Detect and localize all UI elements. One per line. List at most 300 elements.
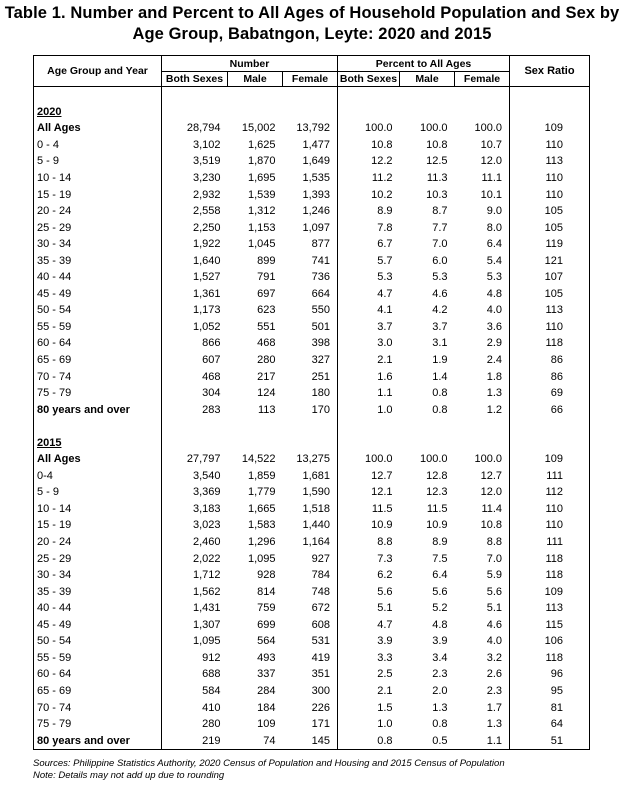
male-cell: 1,312	[247, 205, 276, 218]
age-group-cell: 0 - 4	[34, 137, 162, 154]
pct-male-cell: 0.8	[432, 718, 448, 731]
both-sexes-cell: 607	[162, 352, 228, 369]
pct-male-cell: 4.2	[432, 304, 448, 317]
pct-female-cell: 100.0	[474, 122, 503, 135]
pct-male-cell: 8.7	[432, 205, 448, 218]
age-group-cell: 50 - 54	[34, 302, 162, 319]
male-cell: 1,870	[247, 155, 276, 168]
female-cell: 1,440	[302, 519, 330, 532]
pct-male-cell: 12.3	[426, 486, 448, 499]
pct-female-cell: 2.4	[486, 354, 503, 367]
table-row	[34, 385, 590, 402]
sex-ratio-cell: 118	[510, 567, 590, 584]
female-cell: 784	[311, 569, 330, 582]
pct-female-cell: 7.0	[486, 552, 503, 565]
pct-female-cell: 1.2	[486, 403, 503, 416]
table-title: Table 1. Number and Percent to All Ages of Household Population and Sex by Age Group, Babatngon, Leyte: 2020 and 2015	[4, 4, 620, 43]
pct-female-cell: 5.1	[486, 602, 503, 615]
male-cell: 1,695	[247, 172, 276, 184]
table-row	[34, 699, 590, 716]
pct-male-cell: 12.8	[426, 469, 448, 482]
table-row	[34, 716, 590, 733]
female-cell: 501	[311, 320, 330, 333]
age-group-cell: 10 - 14	[34, 170, 162, 187]
pct-male-cell: 1.9	[432, 354, 448, 367]
pct-both-sexes-cell: 7.3	[338, 550, 400, 567]
pct-male-cell: 3.7	[432, 320, 448, 333]
table-notes	[33, 758, 505, 782]
spacer-row	[34, 87, 590, 104]
age-group-cell: 75 - 79	[34, 716, 162, 733]
pct-both-sexes-cell: 8.9	[338, 203, 400, 220]
male-cell: 468	[257, 337, 276, 350]
sex-ratio-cell: 110	[510, 501, 590, 518]
female-cell: 1,649	[302, 155, 330, 168]
both-sexes-cell: 912	[162, 650, 228, 667]
age-group-cell: 55 - 59	[34, 650, 162, 667]
female-cell: 145	[283, 732, 338, 749]
year-label: 2015	[34, 434, 162, 451]
both-sexes-cell: 2,558	[162, 203, 228, 220]
both-sexes-cell: 1,361	[162, 286, 228, 303]
both-sexes-cell: 410	[162, 699, 228, 716]
male-cell: 217	[257, 370, 276, 383]
both-sexes-cell: 2,460	[162, 534, 228, 551]
table-row	[34, 550, 590, 567]
table-row	[34, 567, 590, 584]
age-group-cell: 45 - 49	[34, 617, 162, 634]
year-row	[34, 434, 590, 451]
age-group-cell: 60 - 64	[34, 335, 162, 352]
female-cell: 672	[311, 602, 330, 615]
male-cell: 124	[257, 387, 276, 400]
table-row	[34, 286, 590, 303]
female-cell: 1,097	[302, 221, 330, 234]
pct-female-cell: 12.0	[480, 486, 503, 499]
age-group-cell: 15 - 19	[34, 517, 162, 534]
age-group-header: Age Group and Year	[34, 56, 162, 87]
both-sexes-cell: 283	[162, 401, 228, 418]
table-row	[34, 352, 590, 369]
both-sexes-cell: 219	[162, 732, 228, 749]
pct-both-sexes-cell: 12.2	[338, 153, 400, 170]
sex-ratio-cell: 110	[510, 186, 590, 203]
age-group-cell: 45 - 49	[34, 286, 162, 303]
table-header	[34, 56, 590, 87]
age-group-cell: 30 - 34	[34, 236, 162, 253]
pct-both-sexes-cell: 4.7	[338, 617, 400, 634]
both-sexes-cell: 1,173	[162, 302, 228, 319]
percent-both-sexes-header: Both Sexes	[338, 72, 400, 87]
pct-male-cell: 11.5	[426, 502, 448, 515]
pct-both-sexes-cell: 3.3	[338, 650, 400, 667]
source-note: Sources: Philippine Statistics Authority, 2020 Census of Population and Housing and 2015 Census of Population	[33, 758, 505, 769]
pct-female-cell: 2.6	[486, 668, 503, 681]
male-cell: 337	[257, 668, 276, 681]
pct-male-cell: 12.5	[426, 155, 448, 168]
number-male-header: Male	[228, 72, 283, 87]
male-cell: 15,002	[241, 122, 276, 135]
both-sexes-cell: 2,932	[162, 186, 228, 203]
both-sexes-cell: 3,369	[162, 484, 228, 501]
sex-ratio-cell: 113	[510, 153, 590, 170]
pct-both-sexes-cell: 10.2	[338, 186, 400, 203]
male-cell: 814	[257, 585, 276, 598]
pct-female-cell: 1.7	[486, 701, 503, 714]
pct-both-sexes-cell: 100.0	[338, 451, 400, 468]
male-cell: 551	[257, 320, 276, 333]
spacer-row	[34, 418, 590, 435]
both-sexes-cell: 1,712	[162, 567, 228, 584]
pct-male-cell: 11.3	[426, 172, 448, 184]
both-sexes-cell: 3,230	[162, 170, 228, 187]
female-cell: 251	[311, 370, 330, 383]
female-cell: 1,393	[302, 188, 330, 201]
pct-female-cell: 8.0	[486, 221, 503, 234]
table-row	[34, 368, 590, 385]
male-cell: 697	[257, 287, 276, 300]
pct-male-cell: 7.0	[432, 238, 448, 251]
female-cell: 1,246	[302, 205, 330, 218]
pct-both-sexes-cell: 5.7	[338, 252, 400, 269]
both-sexes-cell: 3,023	[162, 517, 228, 534]
sex-ratio-cell: 106	[510, 633, 590, 650]
male-cell: 109	[257, 718, 276, 731]
population-table	[33, 55, 590, 750]
pct-male-cell: 3.1	[432, 337, 448, 350]
pct-male-cell: 8.9	[432, 536, 448, 549]
both-sexes-cell: 28,794	[162, 120, 228, 137]
both-sexes-cell: 1,640	[162, 252, 228, 269]
male-cell: 623	[257, 304, 276, 317]
pct-both-sexes-cell: 1.0	[338, 401, 400, 418]
pct-male-cell: 3.4	[432, 651, 448, 664]
pct-male-cell: 7.5	[432, 552, 448, 565]
table-row	[34, 401, 590, 418]
pct-female-cell: 1.3	[486, 718, 503, 731]
female-cell: 300	[311, 684, 330, 697]
pct-female-cell: 11.4	[481, 502, 503, 515]
pct-male-cell: 5.6	[432, 585, 448, 598]
pct-both-sexes-cell: 2.1	[338, 352, 400, 369]
pct-both-sexes-cell: 3.0	[338, 335, 400, 352]
table-row	[34, 666, 590, 683]
female-cell: 398	[311, 337, 330, 350]
table-row	[34, 252, 590, 269]
sex-ratio-cell: 109	[510, 120, 590, 137]
sex-ratio-cell: 96	[510, 666, 590, 683]
both-sexes-cell: 1,431	[162, 600, 228, 617]
table-row	[34, 484, 590, 501]
female-cell: 1,535	[302, 172, 330, 184]
pct-female-cell: 9.0	[486, 205, 503, 218]
pct-both-sexes-cell: 12.7	[338, 468, 400, 485]
pct-both-sexes-cell: 1.5	[338, 699, 400, 716]
sex-ratio-cell: 105	[510, 286, 590, 303]
male-cell: 699	[257, 618, 276, 631]
male-cell: 1,625	[247, 138, 276, 151]
male-cell: 791	[257, 271, 276, 284]
table-row	[34, 732, 590, 749]
pct-female-cell: 4.8	[486, 287, 503, 300]
table-row	[34, 219, 590, 236]
male-cell: 899	[257, 254, 276, 267]
pct-both-sexes-cell: 4.7	[338, 286, 400, 303]
age-group-cell: 5 - 9	[34, 484, 162, 501]
pct-male-cell: 5.2	[432, 602, 448, 615]
pct-both-sexes-cell: 3.7	[338, 319, 400, 336]
pct-female-cell: 4.6	[486, 618, 503, 631]
pct-male-cell: 5.3	[432, 271, 448, 284]
male-cell: 74	[228, 732, 283, 749]
female-cell: 1,681	[302, 469, 330, 482]
pct-female-cell: 100.0	[474, 453, 503, 466]
sex-ratio-cell: 119	[510, 236, 590, 253]
female-cell: 1,590	[302, 486, 330, 499]
female-cell: 877	[311, 238, 330, 251]
sex-ratio-cell: 110	[510, 319, 590, 336]
table-row	[34, 170, 590, 187]
age-group-cell: 10 - 14	[34, 501, 162, 518]
table-row	[34, 451, 590, 468]
pct-female-cell: 10.1	[480, 188, 503, 201]
male-cell: 493	[257, 651, 276, 664]
pct-male-cell: 3.9	[432, 635, 448, 648]
pct-both-sexes-cell: 4.1	[338, 302, 400, 319]
number-female-header: Female	[283, 72, 338, 87]
pct-female-cell: 11.1	[481, 172, 503, 184]
male-cell: 928	[257, 569, 276, 582]
sex-ratio-cell: 107	[510, 269, 590, 286]
pct-female-cell: 10.8	[480, 519, 503, 532]
table-row	[34, 137, 590, 154]
sex-ratio-cell: 121	[510, 252, 590, 269]
pct-female-cell: 1.8	[486, 370, 503, 383]
pct-female-cell: 1.1	[455, 732, 510, 749]
both-sexes-cell: 1,527	[162, 269, 228, 286]
female-cell: 180	[311, 387, 330, 400]
percent-male-header: Male	[400, 72, 455, 87]
sex-ratio-cell: 110	[510, 137, 590, 154]
table-row	[34, 302, 590, 319]
sex-ratio-cell: 118	[510, 550, 590, 567]
pct-both-sexes-cell: 10.8	[338, 137, 400, 154]
age-group-cell: 65 - 69	[34, 352, 162, 369]
pct-male-cell: 2.3	[432, 668, 448, 681]
both-sexes-cell: 27,797	[162, 451, 228, 468]
pct-female-cell: 5.4	[486, 254, 503, 267]
sex-ratio-cell: 113	[510, 600, 590, 617]
pct-female-cell: 4.0	[486, 635, 503, 648]
both-sexes-cell: 866	[162, 335, 228, 352]
table-row	[34, 583, 590, 600]
pct-male-cell: 6.0	[432, 254, 448, 267]
age-group-cell: 20 - 24	[34, 534, 162, 551]
age-group-cell: 70 - 74	[34, 699, 162, 716]
female-cell: 226	[311, 701, 330, 714]
pct-male-cell: 0.8	[432, 387, 448, 400]
sex-ratio-cell: 81	[510, 699, 590, 716]
both-sexes-cell: 3,540	[162, 468, 228, 485]
sex-ratio-cell: 86	[510, 352, 590, 369]
pct-female-cell: 10.7	[480, 138, 503, 151]
age-group-cell: 25 - 29	[34, 550, 162, 567]
pct-both-sexes-cell: 11.2	[338, 170, 400, 187]
pct-male-cell: 100.0	[419, 453, 448, 466]
male-cell: 759	[257, 602, 276, 615]
percent-header: Percent to All Ages	[338, 56, 510, 72]
female-cell: 741	[311, 254, 330, 267]
age-group-cell: 30 - 34	[34, 567, 162, 584]
age-group-cell: 40 - 44	[34, 600, 162, 617]
sex-ratio-cell: 95	[510, 683, 590, 700]
pct-female-cell: 2.9	[486, 337, 503, 350]
sex-ratio-cell: 112	[510, 484, 590, 501]
female-cell: 351	[311, 668, 330, 681]
age-group-cell: All Ages	[34, 451, 162, 468]
table-row	[34, 501, 590, 518]
sex-ratio-cell: 109	[510, 451, 590, 468]
both-sexes-cell: 3,519	[162, 153, 228, 170]
male-cell: 280	[257, 354, 276, 367]
female-cell: 419	[311, 651, 330, 664]
age-group-cell: 60 - 64	[34, 666, 162, 683]
pct-female-cell: 3.2	[486, 651, 503, 664]
pct-both-sexes-cell: 1.0	[338, 716, 400, 733]
age-group-cell: 80 years and over	[34, 732, 162, 749]
pct-both-sexes-cell: 7.8	[338, 219, 400, 236]
male-cell: 1,045	[247, 238, 276, 251]
number-header: Number	[162, 56, 338, 72]
table-row	[34, 600, 590, 617]
table-row	[34, 468, 590, 485]
year-label: 2020	[34, 104, 162, 121]
female-cell: 1,518	[302, 502, 330, 515]
pct-male-cell: 10.9	[426, 519, 448, 532]
pct-both-sexes-cell: 5.6	[338, 583, 400, 600]
both-sexes-cell: 688	[162, 666, 228, 683]
pct-female-cell: 1.3	[486, 387, 503, 400]
female-cell: 531	[311, 635, 330, 648]
pct-both-sexes-cell: 11.5	[338, 501, 400, 518]
sex-ratio-header: Sex Ratio	[510, 56, 590, 87]
male-cell: 1,095	[247, 552, 276, 565]
rounding-note: Note: Details may not add up due to rounding	[33, 770, 225, 781]
sex-ratio-cell: 105	[510, 203, 590, 220]
pct-male-cell: 1.3	[432, 701, 448, 714]
pct-female-cell: 8.8	[486, 536, 503, 549]
both-sexes-cell: 584	[162, 683, 228, 700]
female-cell: 736	[311, 271, 330, 284]
age-group-cell: 50 - 54	[34, 633, 162, 650]
sex-ratio-cell: 118	[510, 335, 590, 352]
table-row	[34, 534, 590, 551]
female-cell: 550	[311, 304, 330, 317]
female-cell: 171	[311, 718, 330, 731]
pct-male-cell: 2.0	[432, 684, 448, 697]
age-group-cell: 65 - 69	[34, 683, 162, 700]
male-cell: 1,859	[247, 469, 276, 482]
pct-male-cell: 0.5	[400, 732, 455, 749]
table-row	[34, 650, 590, 667]
table-row	[34, 186, 590, 203]
pct-female-cell: 2.3	[486, 684, 503, 697]
both-sexes-cell: 304	[162, 385, 228, 402]
sex-ratio-cell: 66	[510, 401, 590, 418]
male-cell: 284	[257, 684, 276, 697]
pct-female-cell: 4.0	[486, 304, 503, 317]
sex-ratio-cell: 69	[510, 385, 590, 402]
age-group-cell: 70 - 74	[34, 368, 162, 385]
male-cell: 1,779	[247, 486, 276, 499]
percent-female-header: Female	[455, 72, 510, 87]
pct-both-sexes-cell: 1.6	[338, 368, 400, 385]
table-row	[34, 203, 590, 220]
pct-both-sexes-cell: 5.1	[338, 600, 400, 617]
both-sexes-cell: 3,102	[162, 137, 228, 154]
pct-both-sexes-cell: 10.9	[338, 517, 400, 534]
sex-ratio-cell: 115	[510, 617, 590, 634]
pct-both-sexes-cell: 1.1	[338, 385, 400, 402]
pct-female-cell: 12.0	[480, 155, 503, 168]
female-cell: 13,792	[296, 122, 330, 135]
sex-ratio-cell: 118	[510, 650, 590, 667]
age-group-cell: 0-4	[34, 468, 162, 485]
sex-ratio-cell: 109	[510, 583, 590, 600]
table-row	[34, 236, 590, 253]
pct-male-cell: 4.6	[432, 287, 448, 300]
male-cell: 564	[257, 635, 276, 648]
sex-ratio-cell: 111	[510, 468, 590, 485]
table-row	[34, 683, 590, 700]
female-cell: 1,477	[302, 138, 330, 151]
pct-both-sexes-cell: 100.0	[338, 120, 400, 137]
table-row	[34, 153, 590, 170]
pct-male-cell: 0.8	[432, 403, 448, 416]
pct-both-sexes-cell: 8.8	[338, 534, 400, 551]
pct-both-sexes-cell: 5.3	[338, 269, 400, 286]
pct-male-cell: 4.8	[432, 618, 448, 631]
table-row	[34, 120, 590, 137]
both-sexes-cell: 1,095	[162, 633, 228, 650]
sex-ratio-cell: 105	[510, 219, 590, 236]
age-group-cell: 75 - 79	[34, 385, 162, 402]
pct-both-sexes-cell: 12.1	[338, 484, 400, 501]
pct-female-cell: 6.4	[486, 238, 503, 251]
both-sexes-cell: 1,562	[162, 583, 228, 600]
age-group-cell: 20 - 24	[34, 203, 162, 220]
both-sexes-cell: 2,022	[162, 550, 228, 567]
sex-ratio-cell: 64	[510, 716, 590, 733]
age-group-cell: 35 - 39	[34, 583, 162, 600]
table-row	[34, 335, 590, 352]
table-row	[34, 517, 590, 534]
pct-both-sexes-cell: 2.1	[338, 683, 400, 700]
pct-female-cell: 5.9	[486, 569, 503, 582]
sex-ratio-cell: 110	[510, 517, 590, 534]
pct-male-cell: 10.8	[426, 138, 448, 151]
pct-female-cell: 5.3	[486, 271, 503, 284]
pct-male-cell: 6.4	[432, 569, 448, 582]
population-table-container	[33, 55, 589, 750]
male-cell: 113	[257, 403, 276, 416]
male-cell: 1,539	[247, 188, 276, 201]
female-cell: 13,275	[296, 453, 330, 466]
pct-both-sexes-cell: 0.8	[338, 732, 400, 749]
table-row	[34, 617, 590, 634]
sex-ratio-cell: 113	[510, 302, 590, 319]
pct-male-cell: 100.0	[419, 122, 448, 135]
